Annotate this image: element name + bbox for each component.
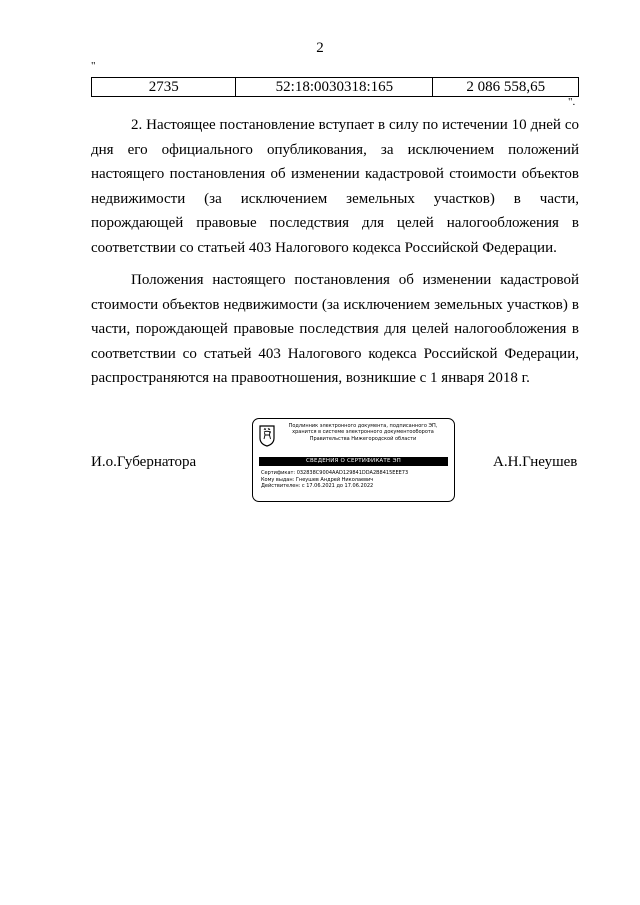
resolution-body xyxy=(91,113,579,391)
stamp-issued-to: Кому выдан: Гнеушев Андрей Николаевич xyxy=(261,476,374,483)
table-close-quote: ". xyxy=(568,96,576,108)
table-cell-cadastral-value: 2 086 558,65 xyxy=(433,78,579,97)
stamp-certificate-banner: СВЕДЕНИЯ О СЕРТИФИКАТЕ ЭП xyxy=(259,457,448,466)
stamp-header-line: Подлинник электронного документа, подписанного ЭП, xyxy=(288,423,438,429)
stamp-certificate-id: Сертификат: 032838C9004AAD129841DDA2B8415EEE73 xyxy=(261,470,409,476)
cadastral-value-table xyxy=(91,77,579,97)
table-open-quote: " xyxy=(91,60,96,72)
stamp-header xyxy=(277,423,449,442)
signer-title: И.о.Губернатора xyxy=(91,454,197,470)
nizhny-novgorod-deer-emblem-icon xyxy=(259,425,275,447)
table-cell-cadastral-number: 52:18:0030318:165 xyxy=(236,78,433,97)
stamp-validity: Действителен: с 17.06.2021 до 17.06.2022 xyxy=(261,483,374,489)
page-number: 2 xyxy=(316,40,324,56)
signer-name: А.Н.Гнеушев xyxy=(493,454,578,470)
paragraph-effective-date: 2. Настоящее постановление вступает в силу по истечении 10 дней со дня его официального опубликования, за исключением положений настоящего постановления об изменении кадастровой стоимости объектов недвижимости (за исключением земельных участков) в части, порождающей правовые последствия для целей налогообложения в соответствии со статьей 403 Налогового кодекса Российской Федерации. xyxy=(91,117,579,256)
stamp-header-line: Правительства Нижегородской области xyxy=(309,435,417,442)
paragraph-applicability: Положения настоящего постановления об изменении кадастровой стоимости объектов недвижимости (за исключением земельных участков) в части, порождающей правовые последствия для целей налогообложения в соответствии со статьей 403 Налогового кодекса Российской Федерации, распространяются на правоотношения, возникшие с 1 января 2018 г. xyxy=(91,272,579,386)
table-cell-number: 2735 xyxy=(92,78,236,97)
stamp-certificate-details xyxy=(261,470,449,490)
table-row xyxy=(92,78,579,97)
electronic-signature-stamp xyxy=(252,418,455,502)
stamp-header-line: хранится в системе электронного документооборота xyxy=(292,429,434,436)
